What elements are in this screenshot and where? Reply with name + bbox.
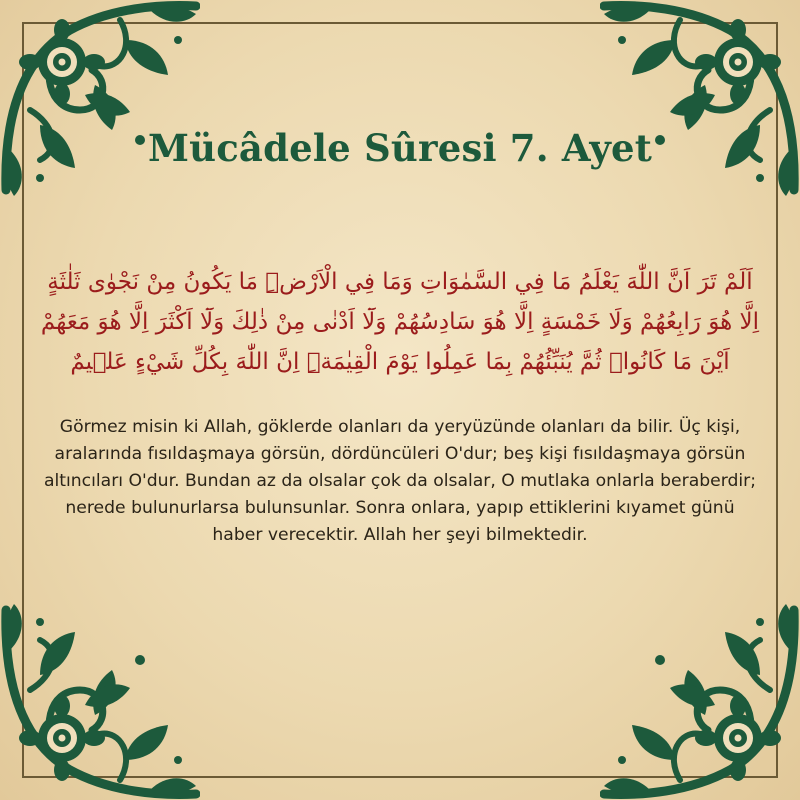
- floral-corner-ornament-icon: [0, 0, 200, 200]
- page-title: Mücâdele Sûresi 7. Ayet: [147, 126, 653, 170]
- floral-corner-ornament-icon: [0, 600, 200, 800]
- arabic-verse-text: اَلَمْ تَرَ اَنَّ اللّٰهَ يَعْلَمُ مَا فِي السَّمٰوَاتِ وَمَا فِي الْاَرْضِۜ مَا يَكُونُ مِنْ نَجْوٰى ثَلٰثَةٍ اِلَّا هُوَ رَابِعُهُمْ وَلَا خَمْسَةٍ اِلَّا هُوَ سَادِسُهُمْ وَلَٓا اَدْنٰى مِنْ ذٰلِكَ وَلَٓا اَكْثَرَ اِلَّا هُوَ مَعَهُمْ اَيْنَ مَا كَانُواۚ ثُمَّ يُنَبِّئُهُمْ بِمَا عَمِلُوا يَوْمَ الْقِيٰمَةِۜ اِنَّ اللّٰهَ بِكُلِّ شَيْءٍ عَل۪يمٌ: [40, 269, 760, 375]
- verse-translation: Görmez misin ki Allah, göklerde olanları da yeryüzünde olanları da bilir. Üç kişi, aralarında fısıldaşmaya görsün, dördüncüleri O'dur; beş kişi fısıldaşmaya görsün altıncıları O'dur. Bundan az da olsalar çok da olsalar, O mutlaka onlarla beraberdir; nerede bulunurlarsa bulunsunlar. Sonra onlara, yapıp ettiklerini kıyamet günü haber verecektir. Allah her şeyi bilmektedir.: [43, 417, 757, 545]
- floral-corner-ornament-icon: [600, 600, 800, 800]
- floral-corner-ornament-icon: [600, 0, 800, 200]
